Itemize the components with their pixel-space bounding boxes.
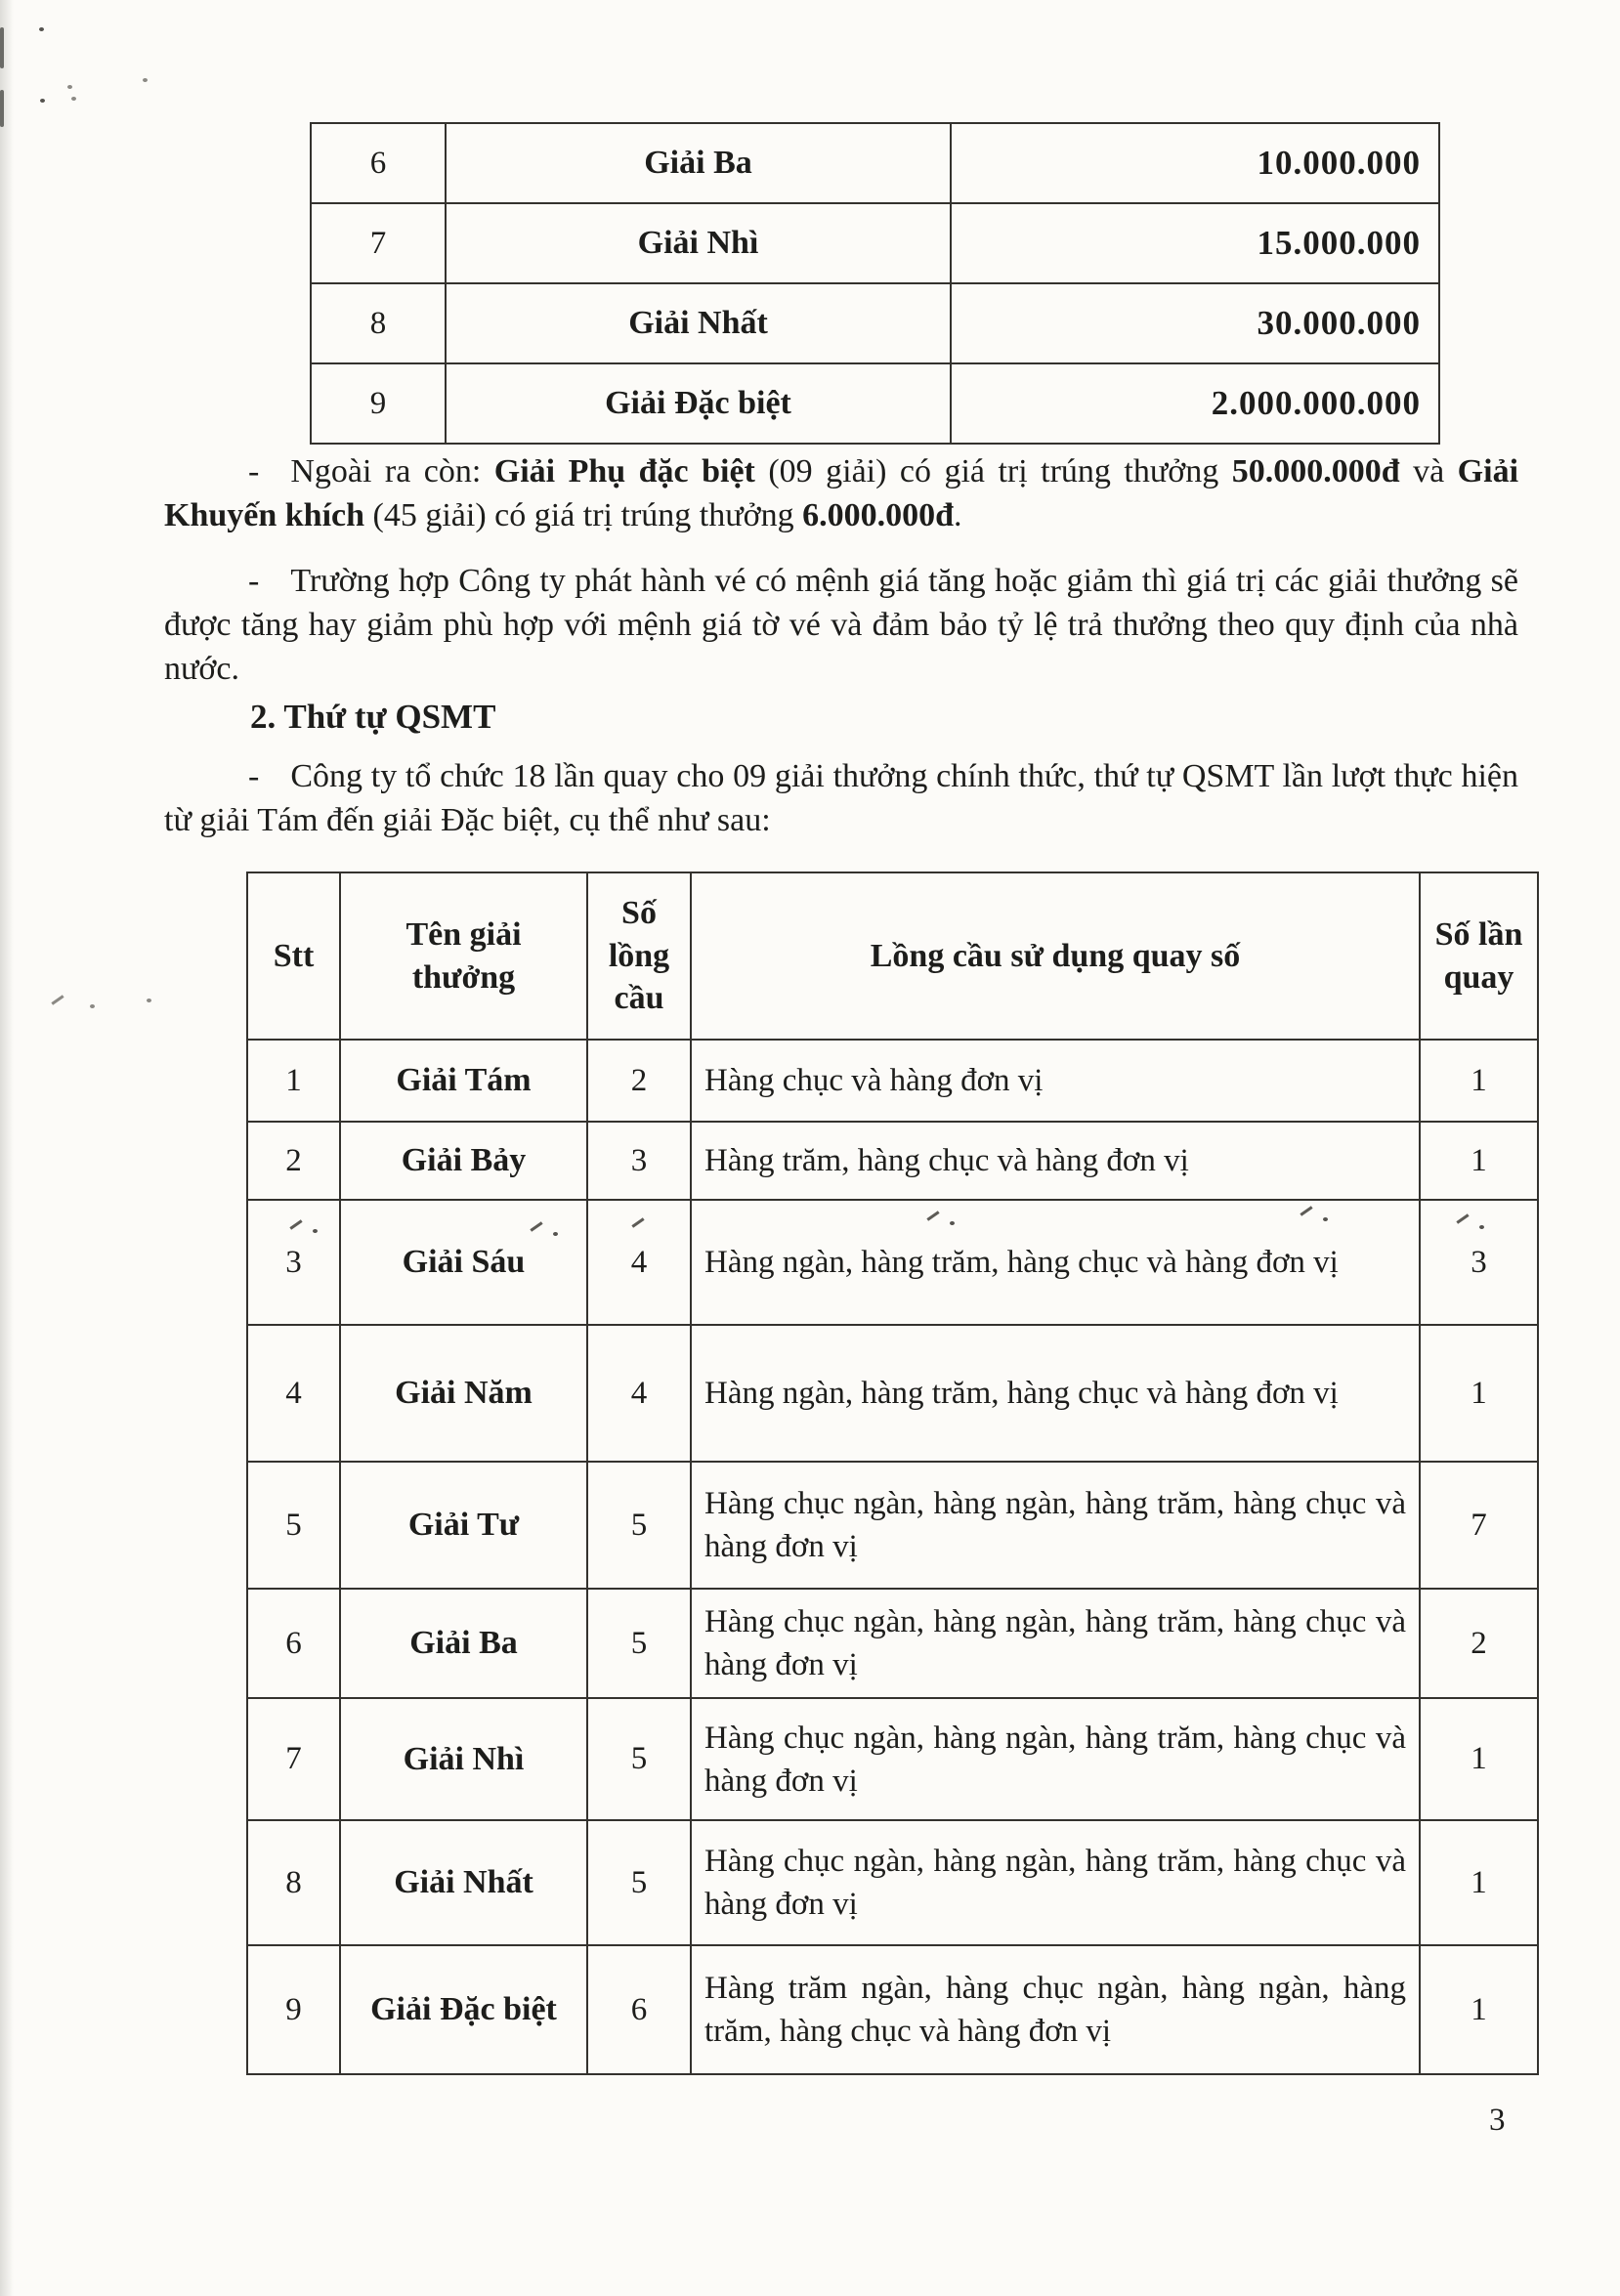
row-prize-name: Giải Nhất <box>340 1820 587 1945</box>
row-drum-count: 3 <box>587 1122 691 1200</box>
prize-name: Giải Nhì <box>446 203 951 283</box>
row-prize-name: Giải Nhì <box>340 1698 587 1820</box>
paragraph-text: Ngoài ra còn: <box>290 453 494 489</box>
prize-row-number: 7 <box>311 203 446 283</box>
row-stt: 3 <box>247 1200 340 1325</box>
page-number: 3 <box>1489 2103 1506 2138</box>
table-row <box>247 1200 1538 1325</box>
scan-artifact <box>147 999 151 1002</box>
prize-row-number: 9 <box>311 363 446 444</box>
row-drum-count: 5 <box>587 1698 691 1820</box>
row-drums-used: Hàng ngàn, hàng trăm, hàng chục và hàng đơn vị <box>691 1325 1420 1462</box>
paragraph-text: (45 giải) có giá trị trúng thưởng <box>364 497 803 533</box>
table-row <box>311 123 1439 203</box>
row-prize-name: Giải Tám <box>340 1040 587 1122</box>
paragraph-draw-intro <box>164 754 1518 842</box>
table-header-row <box>247 872 1538 1040</box>
scan-artifact <box>0 90 4 127</box>
row-drum-count: 6 <box>587 1945 691 2074</box>
row-spin-count: 1 <box>1420 1945 1538 2074</box>
header-spin-count: Số lần quay <box>1420 872 1538 1040</box>
header-drum-count: Số lồng cầu <box>587 872 691 1040</box>
row-spin-count: 1 <box>1420 1820 1538 1945</box>
table-row <box>311 363 1439 444</box>
row-drums-used: Hàng chục ngàn, hàng ngàn, hàng trăm, hàng chục và hàng đơn vị <box>691 1462 1420 1589</box>
row-drums-used: Hàng trăm ngàn, hàng chục ngàn, hàng ngàn, hàng trăm, hàng chục và hàng đơn vị <box>691 1945 1420 2074</box>
table-row <box>247 1040 1538 1122</box>
paragraph-extra-prizes <box>164 449 1518 537</box>
qsmt-order-table <box>246 872 1539 2075</box>
row-stt: 6 <box>247 1589 340 1698</box>
row-drums-used: Hàng ngàn, hàng trăm, hàng chục và hàng đơn vị <box>691 1200 1420 1325</box>
scan-edge-shadow <box>0 0 14 2296</box>
row-prize-name: Giải Sáu <box>340 1200 587 1325</box>
row-prize-name: Giải Năm <box>340 1325 587 1462</box>
row-spin-count: 1 <box>1420 1698 1538 1820</box>
scan-artifact <box>39 27 44 31</box>
header-stt: Stt <box>247 872 340 1040</box>
row-drums-used: Hàng trăm, hàng chục và hàng đơn vị <box>691 1122 1420 1200</box>
row-drums-used: Hàng chục ngàn, hàng ngàn, hàng trăm, hàng chục và hàng đơn vị <box>691 1698 1420 1820</box>
paragraph-text: . <box>954 497 962 533</box>
prize-value: 30.000.000 <box>951 283 1439 363</box>
table-row <box>247 1122 1538 1200</box>
table-row <box>247 1698 1538 1820</box>
list-dash: - <box>248 758 260 794</box>
row-spin-count: 3 <box>1420 1200 1538 1325</box>
prize-row-number: 8 <box>311 283 446 363</box>
paragraph-text: (09 giải) có giá trị trúng thưởng <box>754 453 1232 489</box>
prize-name: Giải Nhất <box>446 283 951 363</box>
list-dash: - <box>248 453 260 489</box>
row-prize-name: Giải Bảy <box>340 1122 587 1200</box>
paragraph-face-value-clause <box>164 559 1518 691</box>
row-prize-name: Giải Đặc biệt <box>340 1945 587 2074</box>
bold-text: Giải Khuyến khích <box>164 453 1519 533</box>
table-row <box>247 1820 1538 1945</box>
row-drum-count: 5 <box>587 1462 691 1589</box>
scan-artifact <box>1323 1217 1328 1221</box>
scan-artifact <box>51 995 64 1004</box>
scan-artifact <box>313 1229 318 1233</box>
scan-artifact <box>0 27 4 68</box>
table-row <box>311 203 1439 283</box>
row-stt: 1 <box>247 1040 340 1122</box>
row-prize-name: Giải Tư <box>340 1462 587 1589</box>
row-stt: 7 <box>247 1698 340 1820</box>
prize-name: Giải Ba <box>446 123 951 203</box>
row-spin-count: 2 <box>1420 1589 1538 1698</box>
header-prize-name: Tên giải thưởng <box>340 872 587 1040</box>
bold-text: 6.000.000đ <box>802 497 955 533</box>
row-drum-count: 2 <box>587 1040 691 1122</box>
table-row <box>247 1945 1538 2074</box>
scan-artifact <box>71 97 76 101</box>
bold-text: Giải Phụ đặc biệt <box>493 453 755 489</box>
paragraph-text: và <box>1399 453 1458 489</box>
row-spin-count: 1 <box>1420 1040 1538 1122</box>
row-prize-name: Giải Ba <box>340 1589 587 1698</box>
paragraph-text: Trường hợp Công ty phát hành vé có mệnh giá tăng hoặc giảm thì giá trị các giải thưởng sẽ được tăng hay giảm phù hợp với mệnh giá tờ vé và đảm bảo tỷ lệ trả thưởng theo quy định của nhà nước. <box>164 563 1518 687</box>
table-row <box>247 1325 1538 1462</box>
row-spin-count: 1 <box>1420 1325 1538 1462</box>
row-stt: 2 <box>247 1122 340 1200</box>
scan-artifact <box>67 85 72 89</box>
row-drum-count: 5 <box>587 1820 691 1945</box>
row-drum-count: 4 <box>587 1325 691 1462</box>
header-drums-used: Lồng cầu sử dụng quay số <box>691 872 1420 1040</box>
row-drums-used: Hàng chục ngàn, hàng ngàn, hàng trăm, hàng chục và hàng đơn vị <box>691 1820 1420 1945</box>
list-dash: - <box>248 563 260 599</box>
section-heading-qsmt-order: 2. Thứ tự QSMT <box>250 698 496 736</box>
row-stt: 5 <box>247 1462 340 1589</box>
scan-artifact <box>40 99 45 103</box>
prize-value: 2.000.000.000 <box>951 363 1439 444</box>
scan-artifact <box>553 1232 558 1236</box>
row-drums-used: Hàng chục và hàng đơn vị <box>691 1040 1420 1122</box>
paragraph-text: Công ty tổ chức 18 lần quay cho 09 giải thưởng chính thức, thứ tự QSMT lần lượt thực hiện từ giải Tám đến giải Đặc biệt, cụ thể như sau: <box>164 758 1518 838</box>
scan-artifact <box>950 1221 955 1225</box>
row-spin-count: 1 <box>1420 1122 1538 1200</box>
table-row <box>247 1462 1538 1589</box>
row-stt: 8 <box>247 1820 340 1945</box>
scan-artifact <box>1479 1225 1484 1229</box>
prize-name: Giải Đặc biệt <box>446 363 951 444</box>
table-row <box>311 283 1439 363</box>
prize-value-table <box>310 122 1440 445</box>
row-drum-count: 5 <box>587 1589 691 1698</box>
scan-artifact <box>143 78 148 82</box>
table-row <box>247 1589 1538 1698</box>
prize-value: 10.000.000 <box>951 123 1439 203</box>
row-spin-count: 7 <box>1420 1462 1538 1589</box>
prize-row-number: 6 <box>311 123 446 203</box>
row-stt: 4 <box>247 1325 340 1462</box>
row-drums-used: Hàng chục ngàn, hàng ngàn, hàng trăm, hàng chục và hàng đơn vị <box>691 1589 1420 1698</box>
row-stt: 9 <box>247 1945 340 2074</box>
prize-value: 15.000.000 <box>951 203 1439 283</box>
bold-text: 50.000.000đ <box>1231 453 1400 489</box>
row-drum-count: 4 <box>587 1200 691 1325</box>
scan-artifact <box>90 1004 95 1008</box>
